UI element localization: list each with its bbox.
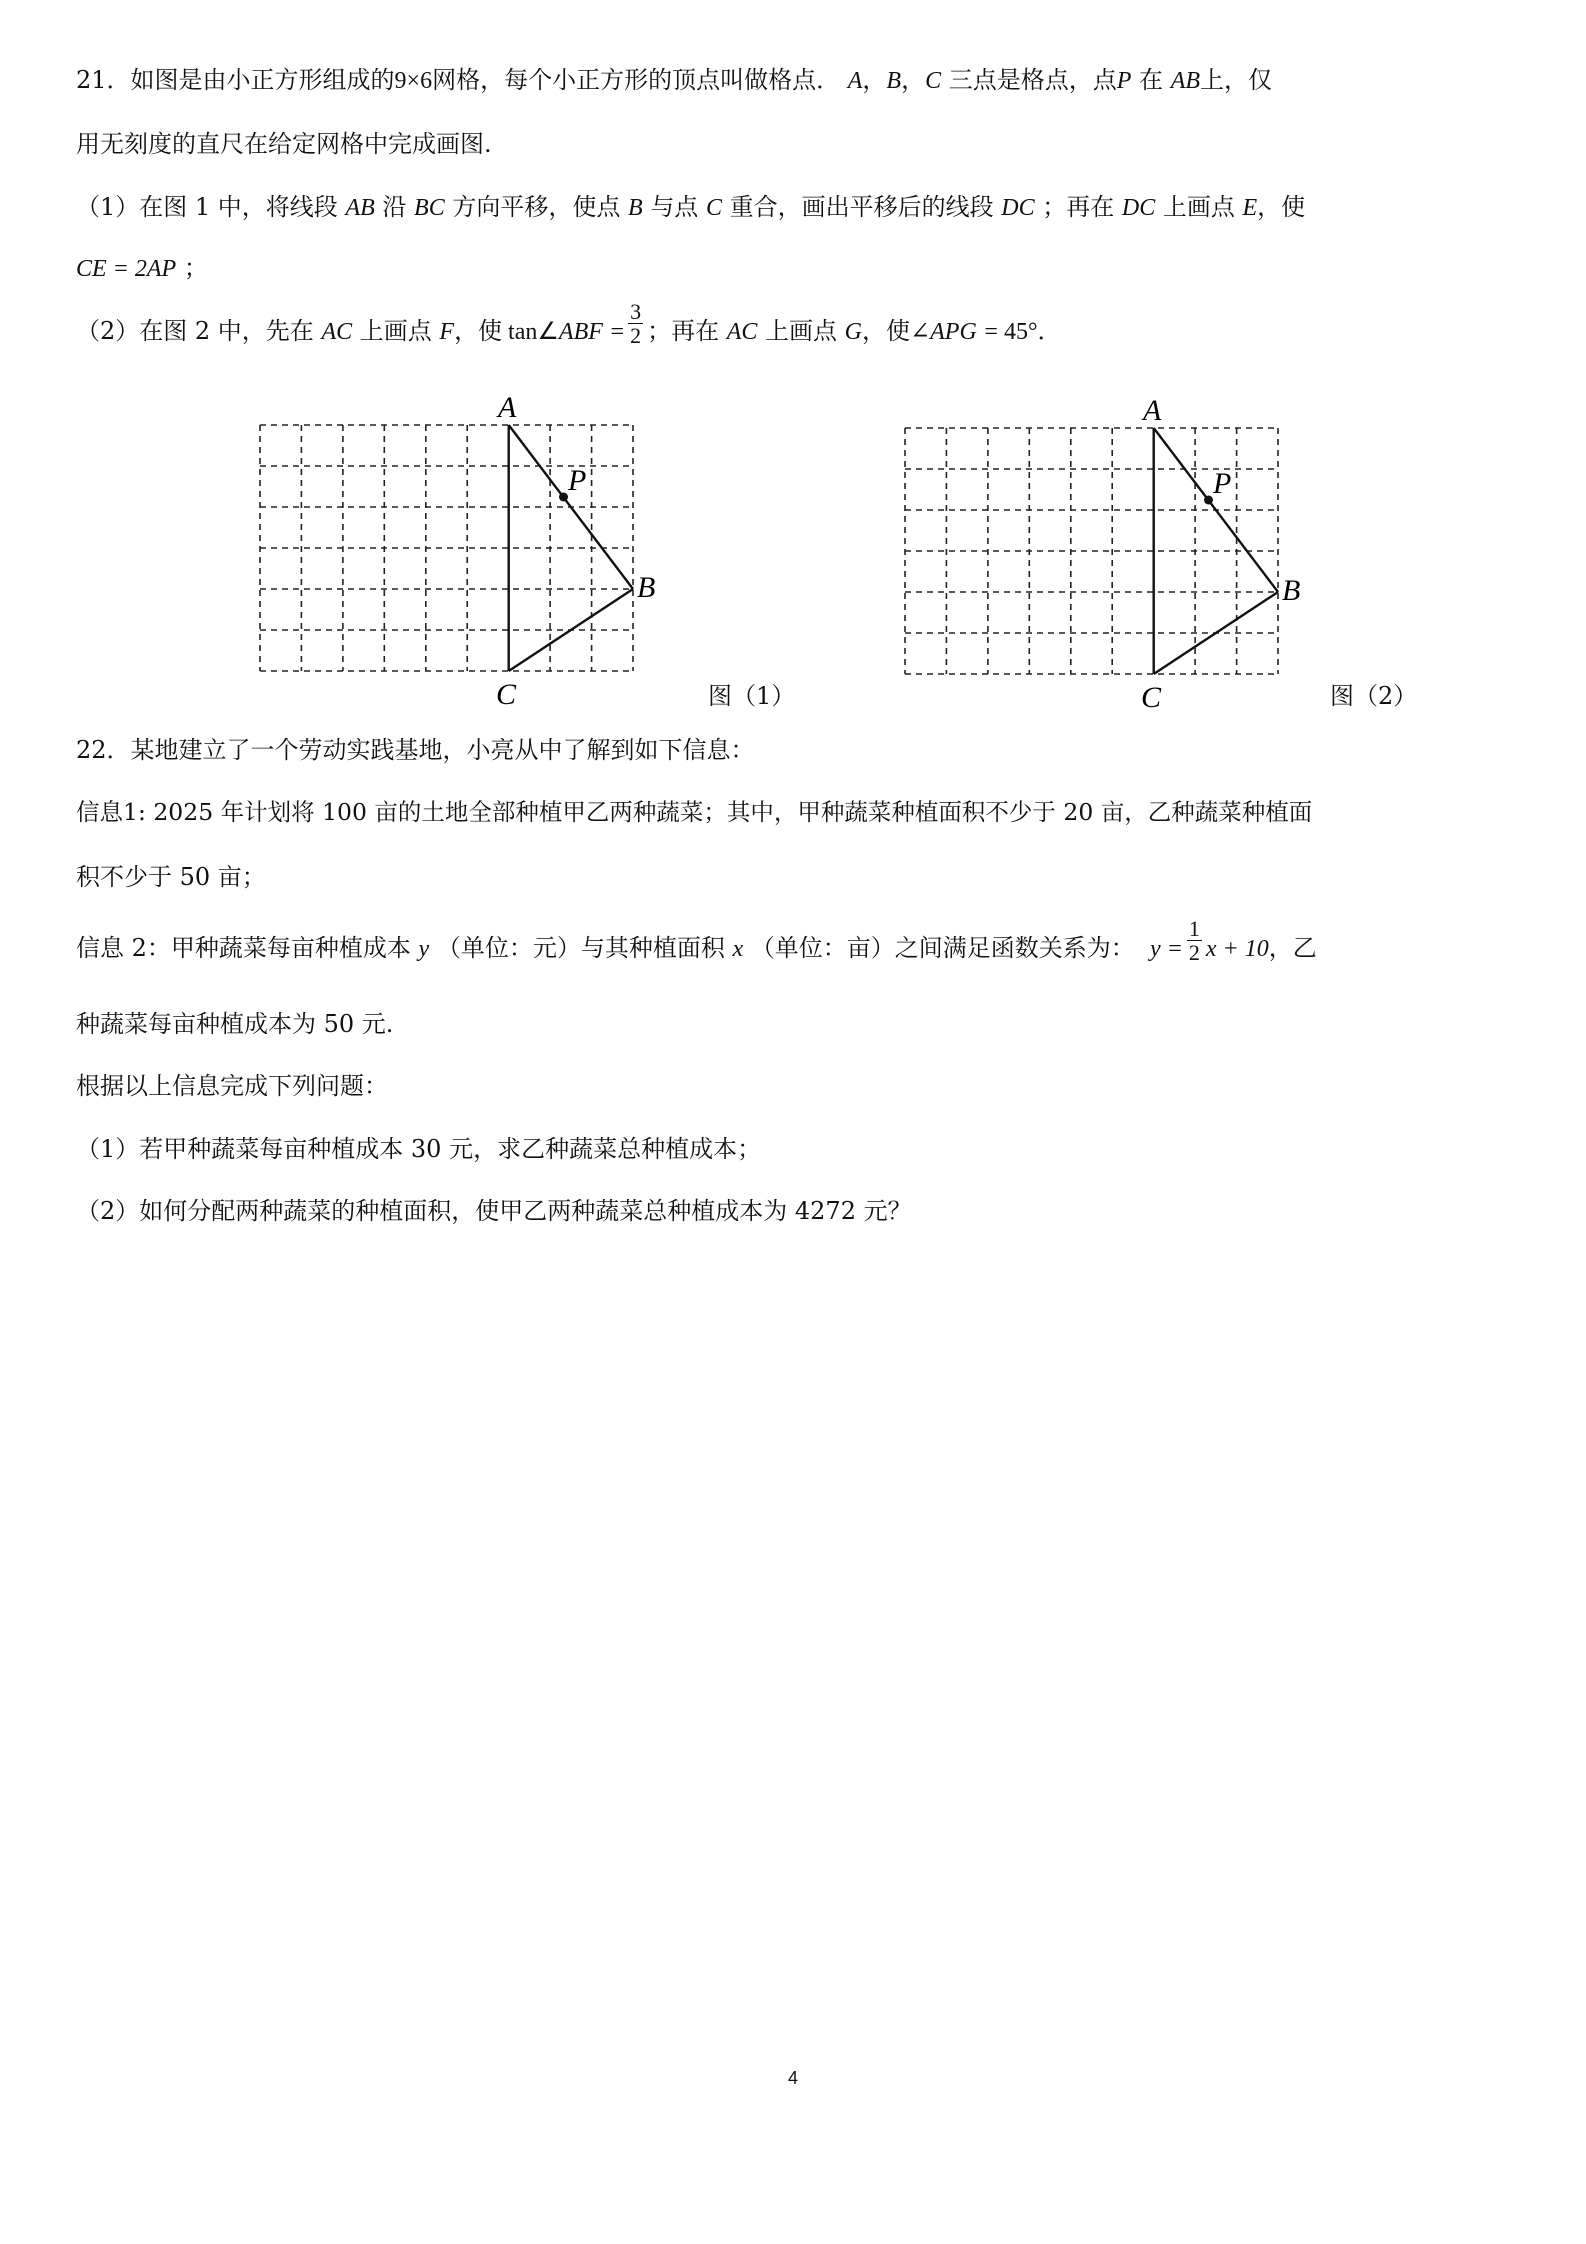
segment-ac: AC	[726, 319, 758, 346]
q21-text: = 45°．	[984, 319, 1062, 346]
point-b-label: B	[628, 195, 643, 221]
q22-part2: （2）如何分配两种蔬菜的种植面积，使甲乙两种蔬菜总种植成本为 4272 元？	[76, 1197, 912, 1225]
grid-lines	[905, 428, 1278, 674]
q22-info2-line1	[76, 916, 1317, 966]
q21-text: ，使∠	[862, 317, 931, 346]
q21-text: 上画点	[1162, 193, 1235, 221]
fraction-denominator: 2	[1188, 940, 1200, 966]
q21-text: （2）在图 2 中，先在	[76, 317, 314, 346]
q21-text: ，使	[1257, 193, 1306, 221]
point-p-label: P	[1116, 68, 1132, 94]
function-rhs: x + 10	[1205, 936, 1269, 963]
label-a: A	[498, 391, 517, 424]
label-b: B	[637, 571, 656, 604]
angle-apg: APG	[930, 319, 977, 346]
point-p	[559, 493, 568, 502]
label-c: C	[496, 678, 517, 710]
figure-1-caption: 图（1）	[708, 682, 796, 710]
fraction-numerator: 1	[1188, 916, 1200, 941]
label-a: A	[1143, 394, 1162, 427]
equals-sign: =	[610, 319, 625, 346]
label-b: B	[1282, 574, 1301, 607]
q22-text: ，乙	[1268, 934, 1317, 963]
q21-text: 与点	[650, 193, 699, 221]
q21-text: 方向平移，使点	[452, 193, 621, 221]
q21-part1-line1	[76, 195, 1305, 220]
q22-title: 22．某地建立了一个劳动实践基地，小亮从中了解到如下信息：	[76, 736, 755, 764]
point-c-label: C	[925, 68, 942, 94]
point-b-label: B	[886, 68, 902, 94]
point-a-label: A	[847, 68, 863, 94]
q21-text: （1）在图 1 中，将线段	[76, 193, 338, 221]
point-f-label: F	[439, 319, 455, 346]
variable-x: x	[732, 936, 744, 963]
point-g-label: G	[844, 319, 863, 346]
point-e-label: E	[1242, 195, 1258, 221]
q21-text: ；	[183, 254, 208, 282]
q21-text: 沿	[382, 193, 407, 221]
q22-info2-line2: 种蔬菜每亩种植成本为 50 元.	[76, 1010, 394, 1038]
label-c: C	[1141, 681, 1162, 713]
q21-text: 在	[1139, 66, 1164, 94]
point-p	[1204, 496, 1213, 505]
segment-dc: DC	[1001, 195, 1035, 221]
figure-1-grid	[240, 390, 660, 710]
q22-text: 信息 2：甲种蔬菜每亩种植成本	[76, 934, 411, 963]
fraction-denominator: 2	[630, 323, 642, 349]
angle-abf: ABF	[558, 319, 603, 346]
segment-ab: AB	[345, 195, 375, 221]
q21-part2-line	[76, 299, 1062, 349]
tan-angle-label: ，使 tan∠	[454, 319, 559, 346]
segment-ab: AB	[1170, 68, 1201, 94]
q21-text: 网格，每个小正方形的顶点叫做格点．	[432, 66, 841, 94]
segment-ac: AC	[321, 319, 353, 346]
fraction-one-half	[1187, 917, 1202, 964]
function-lhs: y =	[1150, 936, 1183, 963]
grid-size: 9×6	[394, 68, 433, 94]
fraction-three-halves	[628, 300, 643, 347]
q21-text: 重合，画出平移后的线段	[729, 193, 994, 221]
point-c-label: C	[705, 195, 722, 221]
segment-dc: DC	[1121, 195, 1156, 221]
label-p: P	[568, 464, 587, 497]
variable-y: y	[418, 936, 430, 963]
q22-prompt: 根据以上信息完成下列问题：	[76, 1072, 388, 1100]
q21-text: ；再在	[1042, 193, 1115, 221]
q22-part1: （1）若甲种蔬菜每亩种植成本 30 元，求乙种蔬菜总种植成本；	[76, 1135, 762, 1163]
q22-info1-line1: 信息1: 2025 年计划将 100 亩的土地全部种植甲乙两种蔬菜；其中，甲种蔬菜种植面积不少于 20 亩，乙种蔬菜种植面	[76, 798, 1313, 826]
q21-line1: 21．如图是由小正方形组成的9×6网格，每个小正方形的顶点叫做格点． A，B，C 三点是格点，点P 在 AB上，仅	[76, 66, 1273, 94]
q22-info1-line2: 积不少于 50 亩；	[76, 863, 266, 891]
q21-text: 上画点	[359, 317, 432, 346]
figure-2-caption: 图（2）	[1330, 682, 1418, 710]
figure-2-grid	[885, 393, 1305, 713]
q21-text: 上，仅	[1200, 66, 1273, 94]
label-p: P	[1213, 467, 1232, 500]
q21-text: 上画点	[765, 317, 838, 346]
q21-part1-line2	[76, 256, 208, 281]
q21-text: 三点是格点，点	[948, 66, 1117, 94]
q21-line2: 用无刻度的直尺在给定网格中完成画图.	[76, 130, 492, 158]
grid-lines	[260, 425, 633, 671]
q21-text: 21．如图是由小正方形组成的	[76, 66, 395, 94]
segment-bc: BC	[414, 195, 445, 221]
equation-ce-2ap: CE = 2AP	[76, 256, 177, 282]
q22-text: （单位：亩）之间满足函数关系为：	[750, 934, 1135, 963]
page-number: 4	[787, 2068, 798, 2088]
fraction-numerator: 3	[630, 299, 642, 324]
q22-text: （单位：元）与其种植面积	[436, 934, 725, 963]
q21-text: ；再在	[647, 317, 720, 346]
